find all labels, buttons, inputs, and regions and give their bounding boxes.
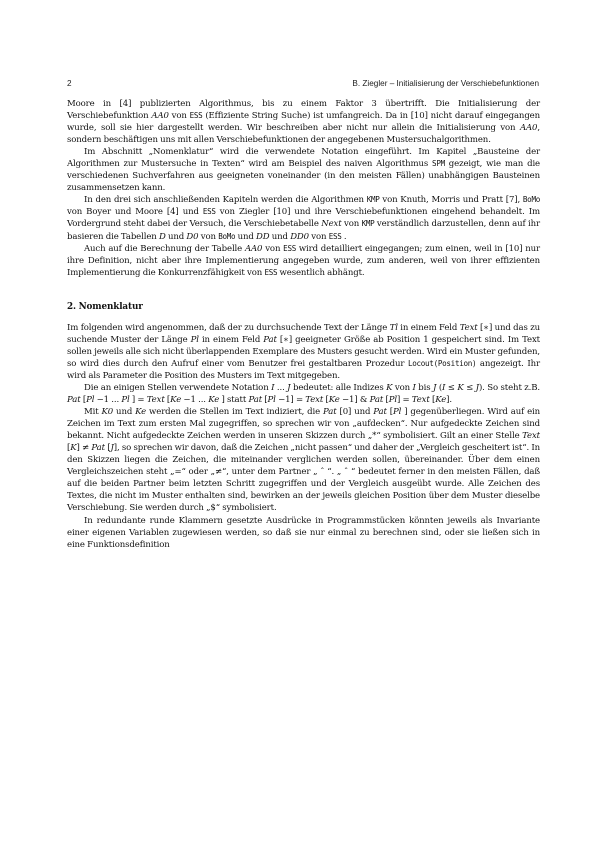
math-symbol: Text — [146, 395, 165, 406]
text-run: Auch auf die Berechnung der Tabelle — [84, 243, 245, 254]
math-symbol: Text — [522, 431, 540, 442]
paragraph — [67, 382, 540, 406]
text-run: Die an einigen Stellen verwendete Notation — [84, 382, 272, 393]
section-title: Nomenklatur — [78, 301, 143, 312]
text-run: ], so sprechen wir davon, daß die Zeichen „nicht passen“ und daher der „Vergleich gescheitert ist“. In den Skizzen liegen die Zeichen, die miteinander verglichen werden sollen, übereinander. Über dem einen Vergleichszeichen steht „=“ oder „≠“, unter dem Partner „ ˆ “. „ ˆ “ bedeutet ferner in den meisten Fällen, daß auf die beiden Partner beim letzten Schritt zugegriffen und der Vergleich ausgeübt wurde. Alle Zeichen des Textes, die nicht im Muster enthalten sind, bewirken an der jeweils gleichen Position über dem Muster dieselbe Verschiebung. Sie werden durch „$“ symbolisiert. — [67, 443, 541, 514]
text-run: von — [262, 243, 284, 254]
text-run: [ — [80, 395, 87, 406]
paragraph — [67, 194, 540, 242]
text-run: von — [168, 111, 190, 122]
math-symbol: Ke — [170, 395, 182, 406]
math-symbol: D0 — [186, 231, 199, 242]
math-symbol: Pat — [373, 407, 387, 418]
text-run: bis — [415, 382, 434, 393]
text-run: verständlich darzustellen, denn auf ihr basieren die Tabellen — [67, 219, 540, 242]
text-run: von Boyer und Moore [4] und — [67, 207, 203, 218]
text-run: [ — [383, 395, 389, 406]
math-symbol: Pl — [190, 334, 199, 345]
math-symbol: Pat — [263, 334, 277, 345]
math-symbol: DD — [256, 231, 270, 242]
math-symbol: Ke — [135, 407, 147, 418]
text-run: [ — [323, 395, 329, 406]
math-symbol: Ke — [328, 395, 340, 406]
text-run: bedeutet: alle Indizes — [290, 382, 387, 393]
text-run: [∗] geeigneter Größe ab Position 1 gespeichert sind. Im Text sollen jeweils alle sich nicht überlappenden Exemplare des Musters gesucht werden. Wird ein Muster gefunden, so wird dies durch den Aufruf einer vom Benutzer frei gestaltbaren Prozedur — [67, 334, 540, 369]
text-run: ... — [274, 382, 288, 393]
text-run: Moore in [4] publizierten Algorithmus, bis zu einem Faktor 3 übertrifft. Die Initialisierung der Verschiebefunktion — [67, 99, 540, 122]
math-symbol: I ≤ K ≤ J — [442, 382, 479, 393]
math-symbol: Pat — [67, 395, 81, 406]
text-run: und — [235, 231, 257, 242]
section-paragraphs — [67, 322, 540, 551]
math-symbol: DD0 — [290, 231, 309, 242]
text-run: und — [113, 407, 136, 418]
text-run: ]. — [446, 395, 452, 406]
text-run: −1] & — [339, 395, 370, 406]
text-run: in einem Feld — [198, 334, 264, 345]
text-run: wesentlich abhängt. — [277, 267, 365, 278]
text-run: [ — [67, 443, 71, 454]
section-number: 2. — [67, 301, 76, 312]
code-identifier: ESS — [328, 231, 342, 241]
text-run: [ — [429, 395, 436, 406]
text-run: werden die Stellen im Text indiziert, die — [146, 407, 324, 418]
code-identifier: BoMo — [522, 195, 540, 205]
text-run: und — [269, 231, 291, 242]
math-symbol: Ke — [435, 395, 447, 406]
code-identifier: BoMo — [218, 231, 236, 241]
code-identifier: ESS — [264, 267, 278, 277]
math-symbol: Pl — [121, 395, 130, 406]
math-symbol: Pat — [369, 395, 384, 406]
text-run: von — [341, 219, 362, 230]
text-run: Im Abschnitt „Nomenklatur“ wird die verwendete Notation eingeführt. Im Kapitel „Bausteine der Algorithmen zur Mustersuche in Texten“ wird am Beispiel des naiven Algorithmus — [67, 147, 540, 170]
running-title: B. Ziegler – Initialisierung der Verschiebefunktionen — [352, 79, 539, 88]
text-run: von — [392, 382, 413, 393]
text-run: [∗] und das zu suchende Muster der Länge — [67, 322, 540, 345]
code-identifier: Locout(Position) — [407, 358, 477, 368]
math-symbol: Pat — [91, 443, 105, 454]
paragraph — [67, 98, 540, 146]
text-run: von — [309, 231, 329, 242]
math-symbol: AA0 — [151, 111, 169, 122]
paragraph — [67, 322, 540, 382]
code-identifier: ESS — [189, 111, 203, 121]
paragraph — [67, 515, 540, 551]
math-symbol: Pl — [267, 395, 276, 406]
code-identifier: SPM — [432, 159, 445, 169]
paragraph — [67, 243, 540, 279]
math-symbol: Pat — [323, 407, 337, 418]
text-run: wird detailliert eingegangen; zum einen, weil in [10] nur ihre Definition, nicht aber ihre Implementierung angegeben wurde, zum anderen, weil von ihrer effizienten Implementierung die Konkurrenzfähigkeit von — [67, 243, 540, 278]
math-symbol: J — [433, 382, 437, 393]
text-run: und — [165, 231, 187, 242]
math-symbol: Pat — [248, 395, 263, 406]
text-run: [ — [262, 395, 268, 406]
math-symbol: J — [287, 382, 291, 393]
math-symbol: Tl — [389, 322, 398, 333]
code-identifier: ESS — [283, 243, 296, 253]
math-symbol: Pl — [393, 407, 402, 418]
page-header — [67, 79, 539, 91]
page-body — [67, 98, 540, 551]
math-symbol: I — [271, 382, 275, 393]
text-run: Mit — [84, 407, 102, 418]
math-symbol: Pl — [388, 395, 397, 406]
math-symbol: K — [386, 382, 393, 393]
math-symbol: Pl — [86, 395, 95, 406]
text-run: von Ziegler [10] und ihre Verschiebefunktionen eingehend behandelt. Im Vordergrund steht dabei der Versuch, die Verschiebetabelle — [67, 207, 540, 230]
text-run: In den drei sich anschließenden Kapiteln werden die Algorithmen — [84, 195, 367, 206]
text-run: In redundante runde Klammern gesetzte Ausdrücke in Programmstücken könnten jeweils als Invariante einer eigenen Variablen zugewiesen werden, so daß sie nur einmal zu berechnen sind, oder sie ließen sich in eine Funktionsdefinition — [67, 515, 540, 550]
math-symbol: I — [412, 382, 416, 393]
math-symbol: J — [110, 443, 114, 454]
text-run: ] = — [129, 395, 147, 406]
code-identifier: KMP — [361, 219, 375, 229]
code-identifier: ESS — [202, 207, 216, 217]
text-run: in einem Feld — [397, 322, 460, 333]
text-run: von Knuth, Morris und Pratt [7], — [379, 195, 523, 206]
text-run: gezeigt, wie man die verschiedenen Suchverfahren aus geeigneten voneinander (in den meisten Fällen) unabhängigen Bausteinen zusammensetzen kann. — [67, 159, 540, 194]
math-symbol: D — [158, 231, 166, 242]
text-run: ] = — [396, 395, 412, 406]
math-symbol: AA0 — [244, 243, 263, 254]
math-symbol: AA0 — [519, 123, 538, 134]
page-number: 2 — [67, 79, 72, 88]
text-run: ] statt — [219, 395, 249, 406]
text-run: , sondern beschäftigen uns mit allen Verschiebefunktionen der angegebenen Mustersuchalgorithmen. — [67, 123, 540, 146]
math-symbol: K0 — [101, 407, 114, 418]
paragraph — [67, 146, 540, 194]
text-run: . — [341, 231, 347, 242]
text-run: −1 ... — [94, 395, 122, 406]
paragraph — [67, 406, 540, 514]
text-run: ( — [436, 382, 443, 393]
text-run: [ — [104, 443, 111, 454]
math-symbol: Text — [459, 322, 478, 333]
math-symbol: Ke — [208, 395, 220, 406]
text-run: [0] und — [336, 407, 374, 418]
math-symbol: K — [70, 443, 77, 454]
intro-paragraphs — [67, 98, 540, 279]
math-symbol: Text — [411, 395, 430, 406]
text-run: ). So steht z.B. — [478, 382, 541, 393]
text-run: ] gegenüberliegen. Wird auf ein Zeichen im Text zum ersten Mal zugegriffen, so sprechen wir von „aufdecken“. Nur aufgedeckte Zeichen sind bekannt. Nicht aufgedeckte Zeichen werden in unseren Skizzen durch „*“ symbolisiert. Gilt an einer Stelle — [67, 407, 541, 442]
section-heading — [67, 301, 540, 313]
text-run: −1] = — [275, 395, 306, 406]
text-run: [ — [164, 395, 171, 406]
text-run: von — [198, 231, 219, 242]
math-symbol: Next — [321, 219, 342, 230]
text-run: Im folgenden wird angenommen, daß der zu durchsuchende Text der Länge — [67, 322, 390, 333]
text-run: angezeigt. Ihr wird als Parameter die Position des Musters im Text mitgegeben. — [67, 358, 541, 381]
code-identifier: KMP — [366, 195, 380, 205]
text-run: (Effiziente String Suche) ist umfangreich. Da in [10] nicht darauf eingegangen wurde, soll sie hier dargestellt werden. Wir beschreiben aber nicht nur allein die Initialisierung von — [67, 111, 540, 134]
text-run: −1 ... — [181, 395, 209, 406]
text-run: ] ≠ — [76, 443, 92, 454]
text-run: [ — [386, 407, 393, 418]
math-symbol: Text — [305, 395, 324, 406]
